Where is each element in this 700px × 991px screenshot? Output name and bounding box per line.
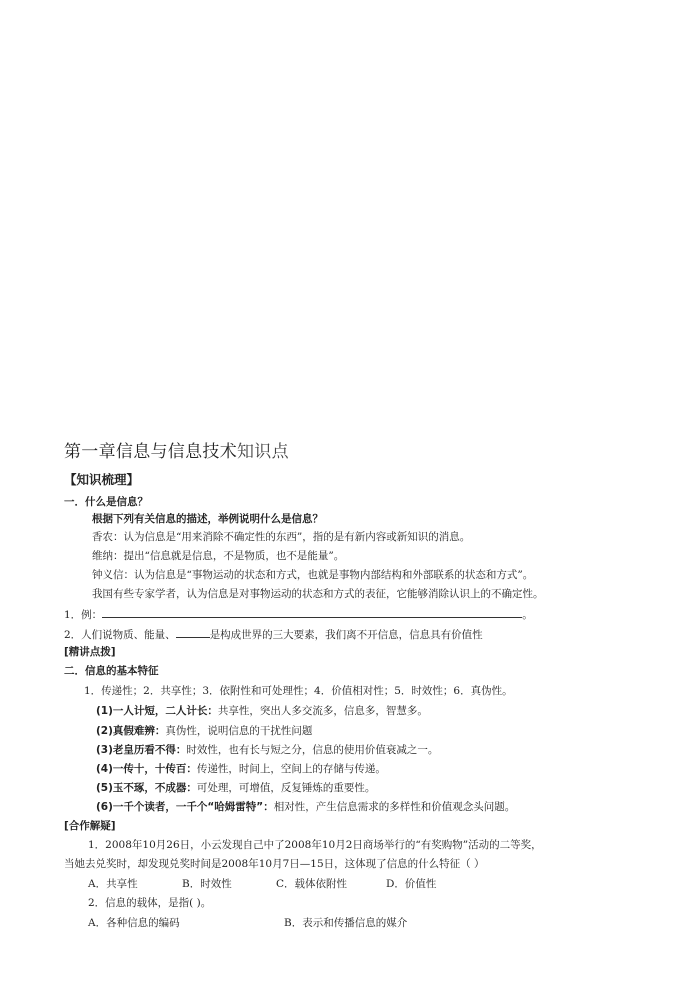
- idiom-desc: 相对性，产生信息需求的多样性和价值观念头问题。: [273, 801, 516, 813]
- q1-heading: 一．什么是信息？: [64, 496, 148, 508]
- cq2-line: 2．信息的载体，是指( )。: [88, 897, 212, 909]
- example-line: [64, 606, 533, 622]
- section-knowledge: 【知识梳理】: [64, 472, 140, 487]
- idiom-desc: 可处理，可增值，反复锤炼的重要性。: [196, 782, 376, 794]
- option-b[interactable]: B．时效性: [182, 878, 232, 890]
- idiom-term: (6)一千个读者，一千个“哈姆雷特”：: [96, 801, 274, 813]
- option-a[interactable]: A．共享性: [88, 878, 138, 890]
- fill-line: [64, 626, 483, 642]
- example-blank[interactable]: [102, 606, 522, 618]
- idiom-item: [96, 704, 428, 718]
- section-explain: [精讲点拨]: [64, 646, 116, 658]
- cq1-line2: 当她去兑奖时，却发现兑奖时间是2008年10月7日—15日，这体现了信息的什么特征（ ）: [64, 858, 485, 870]
- quote-shannon: 香农：认为信息是“用来消除不确定性的东西”，指的是有新内容或新知识的消息。: [92, 531, 471, 543]
- idiom-desc: 真伪性，说明信息的干扰性问题: [165, 725, 313, 737]
- q2-heading: 二．信息的基本特征: [64, 665, 159, 677]
- cq2-options: [88, 916, 407, 930]
- features-list: 1．传递性；2．共享性；3．依附性和可处理性；4．价值相对性；5．时效性；6．真伪性。: [84, 685, 513, 697]
- title-main: 第一章信息与信息技术: [64, 442, 237, 462]
- idiom-item: [96, 743, 438, 757]
- page-title: [64, 441, 289, 463]
- example-prefix: 1．例：: [64, 609, 103, 621]
- q1-instruction: 根据下列有关信息的描述，举例说明什么是信息？: [92, 513, 323, 525]
- idiom-item: [96, 781, 375, 795]
- option-a[interactable]: A．各种信息的编码: [88, 917, 180, 929]
- cq1-options: [88, 877, 436, 891]
- idiom-item: [96, 724, 312, 738]
- quote-wiener: 维纳：提出“信息就是信息，不是物质，也不是能量”。: [92, 550, 345, 562]
- idiom-term: (5)玉不琢，不成器：: [96, 782, 197, 794]
- idiom-term: (1)一人计短，二人计长：: [96, 705, 218, 717]
- idiom-desc: 共享性，突出人多交流多，信息多，智慧多。: [217, 705, 428, 717]
- fill-blank[interactable]: [176, 626, 210, 638]
- section-cooperate: [合作解疑]: [64, 820, 116, 832]
- idiom-desc: 传递性，时间上，空间上的存储与传递。: [196, 763, 386, 775]
- fill-suffix: 是构成世界的三大要素，我们离不开信息，信息具有价值性: [209, 629, 483, 641]
- idiom-term: (3)老皇历看不得：: [96, 744, 187, 756]
- option-b[interactable]: B．表示和传播信息的媒介: [284, 917, 408, 929]
- quote-zhong: 钟义信：认为信息是“事物运动的状态和方式，也就是事物内部结构和外部联系的状态和方式”。: [92, 569, 534, 581]
- idiom-item: [96, 800, 515, 814]
- option-d[interactable]: D．价值性: [386, 878, 437, 890]
- idiom-term: (2)真假难辨：: [96, 725, 166, 737]
- option-c[interactable]: C．载体依附性: [276, 878, 348, 890]
- idiom-term: (4)一传十，十传百：: [96, 763, 197, 775]
- fill-prefix: 2．人们说物质、能量、: [64, 629, 176, 641]
- idiom-desc: 时效性，也有长与短之分，信息的使用价值衰减之一。: [186, 744, 439, 756]
- quote-scholars: 我国有些专家学者，认为信息是对事物运动的状态和方式的表征，它能够消除认识上的不确定性。: [92, 588, 544, 600]
- cq1-line1: 1．2008年10月26日，小云发现自己中了2008年10月2日商场举行的“有奖购物”活动的二等奖，: [88, 839, 542, 851]
- example-suffix: 。: [522, 609, 533, 621]
- title-tail: 知识点: [237, 442, 289, 462]
- idiom-item: [96, 762, 386, 776]
